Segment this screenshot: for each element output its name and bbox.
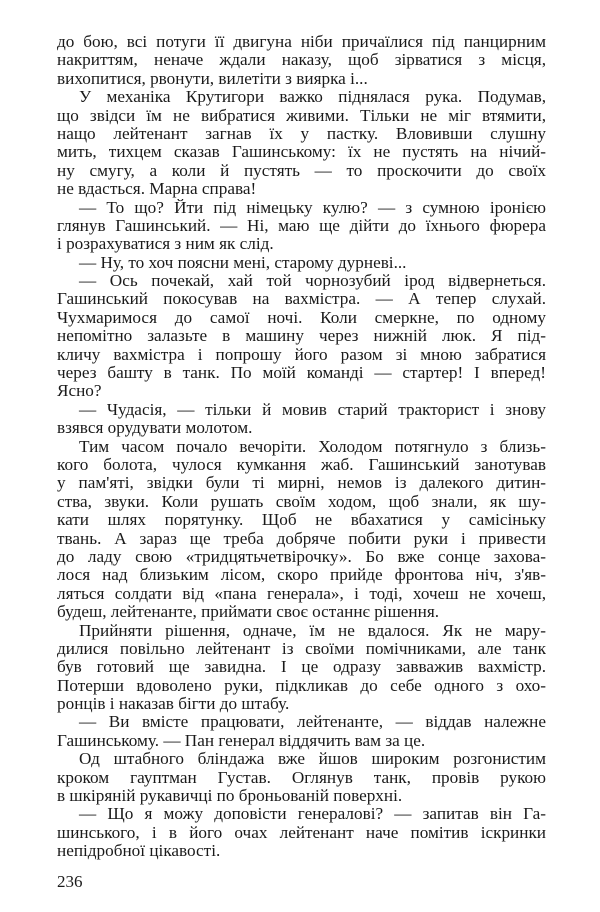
page-number: 236 xyxy=(57,872,83,891)
text-line: мить, тихцем сказав Гашинському: їх не пустять на нічий- xyxy=(57,143,546,162)
text-line: Гашинському. — Пан генерал віддячить вам за це. xyxy=(57,731,426,750)
text-line: будеш, лейтенанте, приймати своє останнє рішення. xyxy=(57,603,440,622)
text-line: Потерши вдоволено руки, підкликав до себе одного з охо- xyxy=(57,676,546,695)
text-line: і розрахуватися з ним як слід. xyxy=(57,235,274,254)
text-line: непомітно залазьте в машину через нижній люк. Я під- xyxy=(57,327,546,346)
text-line: шинського, і в його очах лейтенант наче помітив іскринки xyxy=(57,823,546,842)
text-line: був готовий ще завидна. І це одразу завважив вахмістр. xyxy=(57,658,546,677)
text-line: кроком гауптман Густав. Оглянув танк, провів рукою xyxy=(57,768,546,787)
text-line: Од штабного бліндажа вже йшов широким розгонистим xyxy=(79,750,546,769)
text-line: У механіка Крутигори важко піднялася рука. Подумав, xyxy=(79,88,546,107)
text-line: твань. А зараз ще треба добряче побити руки і привести xyxy=(57,529,546,548)
text-line: ну смугу, а коли й пустять — то проскочити до своїх xyxy=(57,161,546,180)
text-line: до ладу свою «тридцятьчетвірочку». Бо вже сонце захова- xyxy=(57,547,546,566)
text-line: накриттям, неначе ждали наказу, щоб зірватися з місця, xyxy=(57,51,546,70)
text-line: — Ну, то хоч поясни мені, старому дурневі... xyxy=(79,253,407,272)
text-line: ронців і наказав бігти до штабу. xyxy=(57,695,290,714)
text-line: у пам'яті, звідки були ті мирні, немов із далекого дитин- xyxy=(57,474,546,493)
text-line: — Ось почекай, хай той чорнозубий ірод відвернеться. xyxy=(79,272,546,291)
text-line: Гашинський покосував на вахмістра. — А тепер слухай. xyxy=(57,290,546,309)
text-line: глянув Гашинський. — Ні, маю ще дійти до їхнього фюрера xyxy=(57,216,546,235)
text-line: лося над близьким лісом, скоро прийде фронтова ніч, з'яв- xyxy=(57,566,546,585)
text-line: — То що? Йти під німецьку кулю? — з сумною іронією xyxy=(79,198,546,217)
text-line: через башту в танк. По моїй команді — стартер! І вперед! xyxy=(57,364,546,383)
text-line: — Ви вмісте працювати, лейтенанте, — віддав належне xyxy=(79,713,546,732)
text-line: кого болота, чулося кумкання жаб. Гашинський занотував xyxy=(57,455,546,474)
text-line: взявся орудувати молотом. xyxy=(57,419,253,438)
text-line: ства, звуки. Коли рушать своїм ходом, щоб знали, як шу- xyxy=(57,492,546,511)
text-line: в шкіряній рукавичці по броньованій поверхні. xyxy=(57,787,403,806)
text-line: не вдасться. Марна справа! xyxy=(57,180,257,199)
text-line: — Що я можу доповісти генералові? — запитав він Га- xyxy=(79,805,546,824)
text-line: до бою, всі потуги її двигуна ніби причаїлися під панцирним xyxy=(57,33,546,51)
text-line: Тим часом почало вечоріти. Холодом потягнуло з близь- xyxy=(79,437,546,456)
text-line: — Чудасія, — тільки й мовив старий тракторист і знову xyxy=(79,400,546,419)
text-line: ляться солдати від «пана генерала», і тоді, хочеш не хочеш, xyxy=(57,584,546,603)
text-line: непідробної цікавості. xyxy=(57,842,221,861)
text-line: нащо лейтенант загнав їх у пастку. Вловивши слушну xyxy=(57,124,546,143)
text-line: дилися повільно лейтенант із своїми помічниками, але танк xyxy=(57,639,546,658)
book-page-text xyxy=(57,33,546,861)
text-line: Прийняти рішення, одначе, їм не вдалося. Як не мару- xyxy=(79,621,546,640)
text-line: Ясно? xyxy=(57,382,102,401)
text-line: кати шлях порятунку. Щоб не вбахатися у самісіньку xyxy=(57,511,546,530)
text-line: що звідси їм не вибратися живими. Тільки не міг втямити, xyxy=(57,106,546,125)
text-line: вихопитися, рвонути, вилетіти з виярка і... xyxy=(57,69,368,88)
text-line: кличу вахмістра і попрошу його разом зі мною забратися xyxy=(57,345,546,364)
text-line: Чухмаримося до самої ночі. Коли смеркне, по одному xyxy=(57,308,546,327)
